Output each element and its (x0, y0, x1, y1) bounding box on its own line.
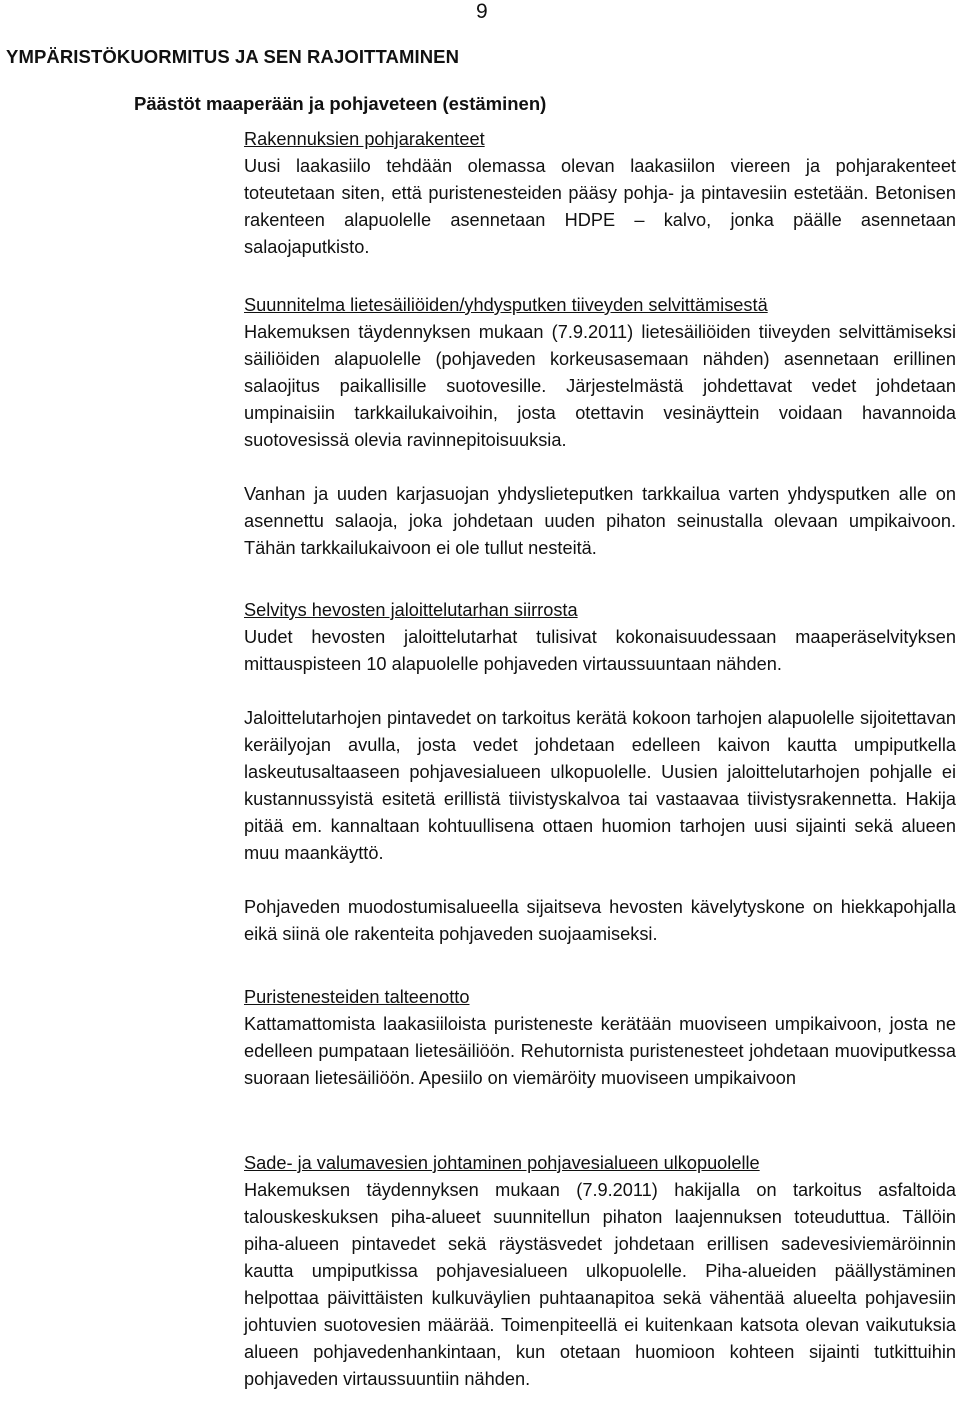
section-title: Rakennuksien pohjarakenteet (244, 129, 485, 149)
page-number: 9 (476, 0, 488, 23)
sub-heading: Päästöt maaperään ja pohjaveteen (estäminen) (134, 93, 547, 114)
paragraph: Kattamattomista laakasiiloista puristeneste kerätään muoviseen umpikaivoon, josta ne edelleen pumpataan lietesäiliöön. Rehutornista puristenesteet johdetaan muoviputkessa suoraan lietesäiliöön. Apesiilo on viemäröity muoviseen umpikaivoon (244, 1014, 956, 1088)
section-puristenesteet (244, 984, 956, 1092)
paragraph: Vanhan ja uuden karjasuojan yhdyslieteputken tarkkailua varten yhdysputken alle on asennettu salaoja, joka johdetaan uuden pihaton seinustalla olevaan umpikaivoon. Tähän tarkkailukaivoon ei ole tullut nesteitä. (244, 484, 956, 558)
main-heading: YMPÄRISTÖKUORMITUS JA SEN RAJOITTAMINEN (6, 46, 460, 67)
paragraph: Hakemuksen täydennyksen mukaan (7.9.2011) lietesäiliöiden tiiveyden selvittämiseksi säiliöiden alapuolelle (pohjaveden korkeusasemaan nähden) asennetaan erillinen salaojitus paikallisille suotovesille. Järjestelmästä johdettavat vedet johdetaan umpinaisiin tarkkailukaivoihin, josta otettavin vesinäyttein voidaan havannoida suotovesissä olevia ravinnepitoisuuksia. (244, 322, 956, 450)
section-tiiveys (244, 292, 956, 562)
section-title: Sade- ja valumavesien johtaminen pohjavesialueen ulkopuolelle (244, 1153, 760, 1173)
paragraph: Uudet hevosten jaloittelutarhat tulisivat kokonaisuudessaan maaperäselvityksen mittauspisteen 10 alapuolelle pohjaveden virtaussuuntaan nähden. (244, 627, 956, 674)
paragraph: Pohjaveden muodostumisalueella sijaitseva hevosten kävelytyskone on hiekkapohjalla eikä siinä ole rakenteita pohjaveden suojaamiseksi. (244, 897, 956, 944)
section-title: Puristenesteiden talteenotto (244, 987, 470, 1007)
section-title: Selvitys hevosten jaloittelutarhan siirrosta (244, 600, 578, 620)
section-pohjarakenteet (244, 126, 956, 261)
paragraph: Uusi laakasiilo tehdään olemassa olevan laakasiilon viereen ja pohjarakenteet toteutetaan siten, että puristenesteiden pääsy pohja- ja pintavesiin estetään. Betonisen rakenteen alapuolelle asennetaan HDPE – kalvo, jonka päälle asennetaan salaojaputkisto. (244, 156, 956, 257)
paragraph: Jaloittelutarhojen pintavedet on tarkoitus kerätä kokoon tarhojen alapuolelle sijoitettavan keräilyojan avulla, josta vedet johdetaan edelleen kaivon kautta umpiputkella laskeutusaltaaseen pohjavesialueen ulkopuolelle. Uusien jaloittelutarhojen pohjalle ei kustannussyistä esitetä erillistä tiivistyskalvoa tai vastaavaa tiivistysrakennetta. Hakija pitää em. kannaltaan kohtuullisena ottaen huomion tarhojen uusi sijainti sekä alueen muu maankäyttö. (244, 708, 956, 863)
paragraph: Hakemuksen täydennyksen mukaan (7.9.2011) hakijalla on tarkoitus asfaltoida talouskeskuksen piha-alueet suunnitellun pihaton laajennuksen toteuduttua. Tällöin piha-alueen pintavedet sekä räystäsvedet johdetaan erillisen sadevesiviemäröinnin kautta umpiputkissa pohjavesialueen ulkopuolelle. Piha-alueiden päällystäminen helpottaa päivittäisten kulkuväylien puhtaanapitoa sekä vähentää alueelta pohjavesiin johtuvien suotovesien määrää. Toimenpiteellä ei kuitenkaan katsota olevan vaikutuksia alueen pohjavedenhankintaan, kun otetaan huomioon kohteen sijainti tutkittuihin pohjaveden virtaussuuntiin nähden. (244, 1180, 956, 1389)
section-jaloittelutarha (244, 597, 956, 948)
section-sadevedet (244, 1150, 956, 1393)
section-title: Suunnitelma lietesäiliöiden/yhdysputken tiiveyden selvittämisestä (244, 295, 768, 315)
